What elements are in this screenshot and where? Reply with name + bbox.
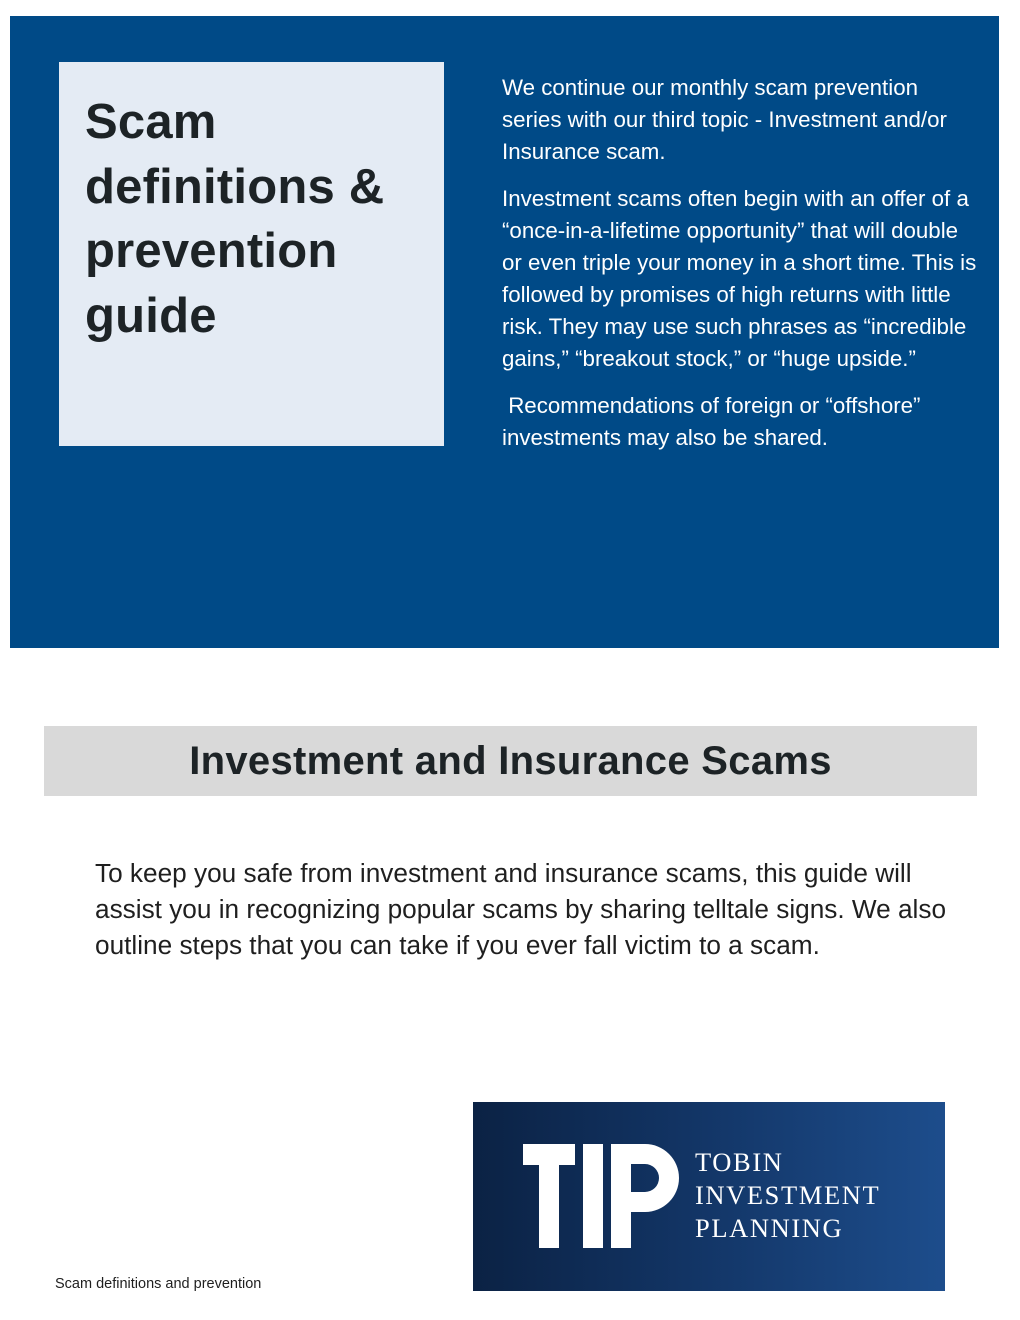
tip-monogram-icon	[523, 1144, 683, 1248]
title-box	[59, 62, 444, 446]
logo-line-3: PLANNING	[695, 1213, 844, 1243]
logo-line-1: TOBIN	[695, 1147, 784, 1177]
page-title: Scam definitions & prevention guide	[85, 95, 385, 343]
intro-text	[502, 72, 982, 454]
intro-paragraph-3: Recommendations of foreign or “offshore” investments may also be shared.	[502, 393, 921, 450]
footer-text: Scam definitions and prevention	[55, 1276, 262, 1292]
logo-line-2: INVESTMENT	[695, 1180, 881, 1210]
intro-paragraph-2: Investment scams often begin with an offer of a “once-in-a-lifetime opportunity” that will double or even triple your money in a short time. This is followed by promises of high returns with little risk. They may use such phrases as “incredible gains,” “breakout stock,” or “huge upside.”	[502, 186, 977, 371]
hero-banner	[10, 16, 999, 648]
company-logo	[473, 1102, 945, 1291]
intro-paragraph-1: We continue our monthly scam prevention series with our third topic - Investment and/or Insurance scam.	[502, 75, 947, 164]
section-heading: Investment and Insurance Scams	[189, 738, 832, 783]
logo-wordmark	[695, 1146, 880, 1245]
section-body: To keep you safe from investment and insurance scams, this guide will assist you in recognizing popular scams by sharing telltale signs. We also outline steps that you can take if you ever fall victim to a scam.	[95, 858, 947, 960]
section-header	[44, 726, 977, 796]
